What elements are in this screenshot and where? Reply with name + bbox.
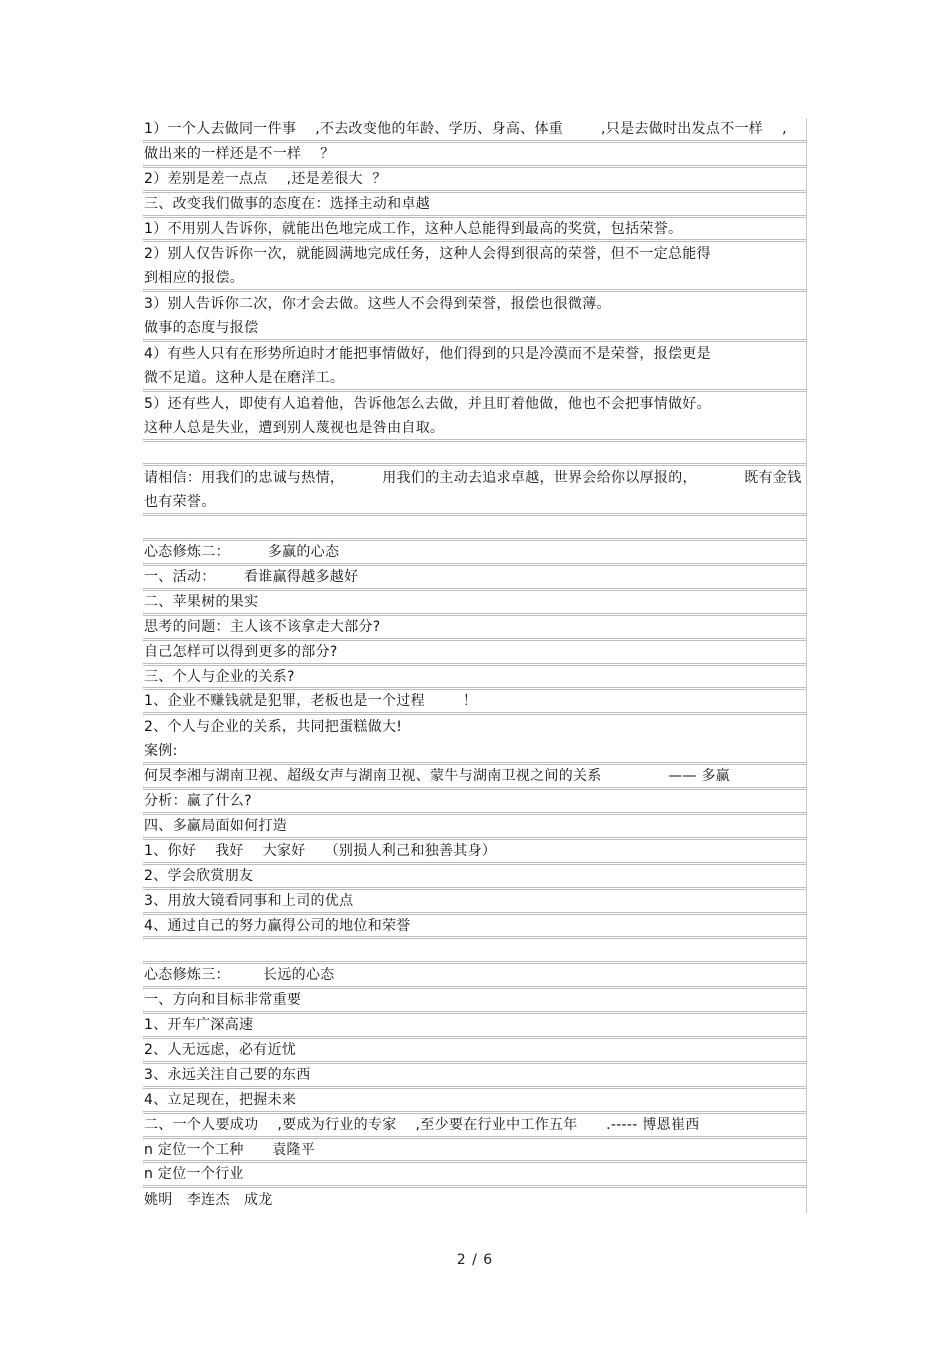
text-line: n 定位一个工种 袁隆平 <box>143 1139 807 1164</box>
text-line: 一、活动： 看谁赢得越多越好 <box>143 566 807 591</box>
text-line: 何炅李湘与湖南卫视、超级女声与湖南卫视、蒙牛与湖南卫视之间的关系 —— 多赢 <box>143 765 807 790</box>
text-line: n 定位一个行业 <box>143 1163 807 1188</box>
text-line: 2）差别是差一点点 ,还是差很大 ？ <box>143 168 807 193</box>
text-line: 三、个人与企业的关系? <box>143 666 807 691</box>
text-line: 4）有些人只有在形势所迫时才能把事情做好，他们得到的只是冷漠而不是荣誉，报偿更是 <box>144 346 711 363</box>
text-line: 一、方向和目标非常重要 <box>143 989 807 1014</box>
empty-line <box>143 516 807 541</box>
text-line: 1）不用别人告诉你，就能出色地完成工作，这种人总能得到最高的奖赏，包括荣誉。 <box>143 218 807 243</box>
text-line: 分析：赢了什么? <box>143 790 807 815</box>
text-line: 思考的问题：主人该不该拿走大部分? <box>143 616 807 641</box>
text-line: 案例: <box>143 740 807 765</box>
text-line: 5）还有些人，即使有人追着他，告诉他怎么去做，并且盯着他做，他也不会把事情做好。 <box>144 395 711 412</box>
text-line: 1、企业不赚钱就是犯罪，老板也是一个过程 ！ <box>143 690 807 715</box>
text-line: 做事的态度与报偿 <box>143 317 807 342</box>
empty-line <box>143 939 807 964</box>
text-line: 1）一个人去做同一件事 ,不去改变他的年龄、学历、身高、体重 ,只是去做时出发点不一样 , <box>143 118 807 143</box>
text-line: 这种人总是失业，遭到别人蔑视也是咎由自取。 <box>143 417 807 442</box>
text-line: 心态修炼二： 多赢的心态 <box>143 541 807 566</box>
text-line: 微不足道。这种人是在磨洋工。 <box>143 367 807 392</box>
text-line: 4、通过自己的努力赢得公司的地位和荣誉 <box>143 915 807 940</box>
empty-line <box>143 442 807 467</box>
text-line: 3、用放大镜看同事和上司的优点 <box>143 890 807 915</box>
text-line: 1、开车广深高速 <box>143 1014 807 1039</box>
right-border-line <box>806 118 807 1213</box>
text-line: 4、立足现在，把握未来 <box>143 1089 807 1114</box>
text-line: 3）别人告诉你二次，你才会去做。这些人不会得到荣誉，报偿也很微薄。 <box>144 296 611 313</box>
text-line: 3、永远关注自己要的东西 <box>143 1064 807 1089</box>
document-body <box>143 118 807 1213</box>
text-line: 做出来的一样还是不一样 ？ <box>143 143 807 168</box>
text-line: 请相信：用我们的忠诚与热情， 用我们的主动去追求卓越，世界会给你以厚报的， 既有金钱 <box>144 470 802 487</box>
text-line: 到相应的报偿。 <box>143 267 807 292</box>
text-line: 二、一个人要成功 ,要成为行业的专家 ,至少要在行业中工作五年 .----- 博恩崔西 <box>143 1114 807 1139</box>
text-line: 1、你好 我好 大家好 （别损人利己和独善其身） <box>143 840 807 865</box>
text-line: 四、多赢局面如何打造 <box>143 815 807 840</box>
text-line: 心态修炼三： 长远的心态 <box>143 964 807 989</box>
text-line: 2、学会欣赏朋友 <box>143 865 807 890</box>
text-line: 2、人无远虑，必有近忧 <box>143 1039 807 1064</box>
text-line: 三、改变我们做事的态度在：选择主动和卓越 <box>143 193 807 218</box>
text-line: 也有荣誉。 <box>143 491 807 516</box>
text-line: 二、苹果树的果实 <box>143 591 807 616</box>
text-line: 姚明 李连杰 成龙 <box>144 1192 273 1209</box>
page-number: 2 / 6 <box>456 1252 494 1268</box>
text-line: 2、个人与企业的关系，共同把蛋糕做大! <box>144 719 403 736</box>
text-line: 2）别人仅告诉你一次，就能圆满地完成任务，这种人会得到很高的荣誉，但不一定总能得 <box>144 246 711 263</box>
text-line: 自己怎样可以得到更多的部分? <box>143 641 807 666</box>
